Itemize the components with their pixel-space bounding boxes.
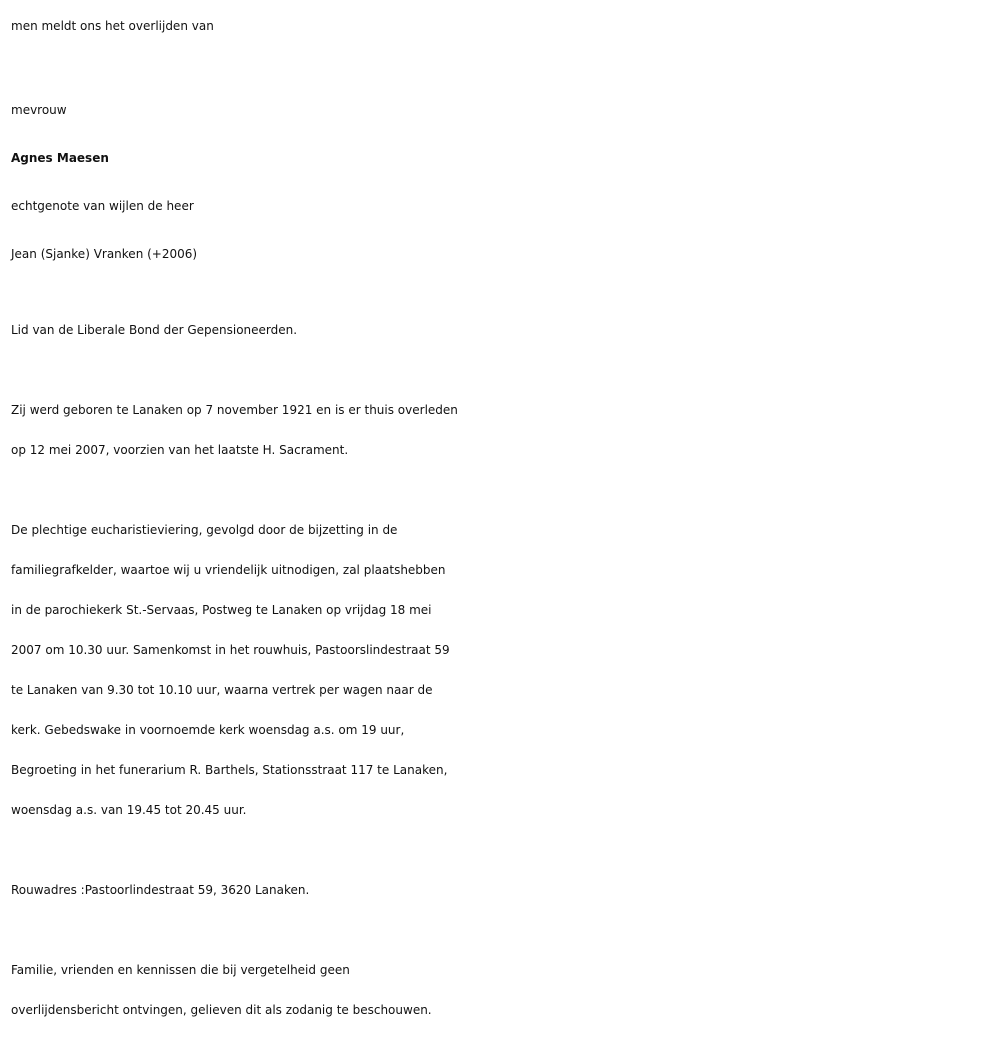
paragraph-line: Familie, vrienden en kennissen die bij vergetelheid geen [11,963,350,977]
paragraph-line: De plechtige eucharistieviering, gevolgd door de bijzetting in de [11,523,398,537]
paragraph-line: familiegrafkelder, waartoe wij u vriendelijk uitnodigen, zal plaatshebben [11,563,446,577]
paragraph-line: op 12 mei 2007, voorzien van het laatste H. Sacrament. [11,443,349,457]
death-notice [11,0,996,1030]
paragraph-line: Begroeting in het funerarium R. Barthels, Stationsstraat 117 te Lanaken, [11,763,448,777]
spouse-name: Jean (Sjanke) Vranken (+2006) [11,247,198,261]
ceremony-paragraph [11,510,996,830]
intro-text: men meldt ons het overlijden van [11,19,214,33]
deceased-name: Agnes Maesen [11,151,109,165]
birth-death-paragraph [11,390,996,470]
closing-paragraph [11,950,996,1030]
paragraph-line: 2007 om 10.30 uur. Samenkomst in het rouwhuis, Pastoorslindestraat 59 [11,643,450,657]
paragraph-line: kerk. Gebedswake in voornoemde kerk woensdag a.s. om 19 uur, [11,723,405,737]
membership-text: Lid van de Liberale Bond der Gepensioneerden. [11,323,298,337]
title-text: mevrouw [11,103,67,117]
paragraph-line: te Lanaken van 9.30 tot 10.10 uur, waarna vertrek per wagen naar de [11,683,433,697]
address-text: Rouwadres :Pastoorlindestraat 59, 3620 Lanaken. [11,883,310,897]
paragraph-line: overlijdensbericht ontvingen, gelieven dit als zodanig te beschouwen. [11,1003,432,1017]
spouse-label: echtgenote van wijlen de heer [11,199,194,213]
paragraph-line: woensdag a.s. van 19.45 tot 20.45 uur. [11,803,247,817]
paragraph-line: Zij werd geboren te Lanaken op 7 november 1921 en is er thuis overleden [11,403,458,417]
paragraph-line: in de parochiekerk St.-Servaas, Postweg te Lanaken op vrijdag 18 mei [11,603,432,617]
